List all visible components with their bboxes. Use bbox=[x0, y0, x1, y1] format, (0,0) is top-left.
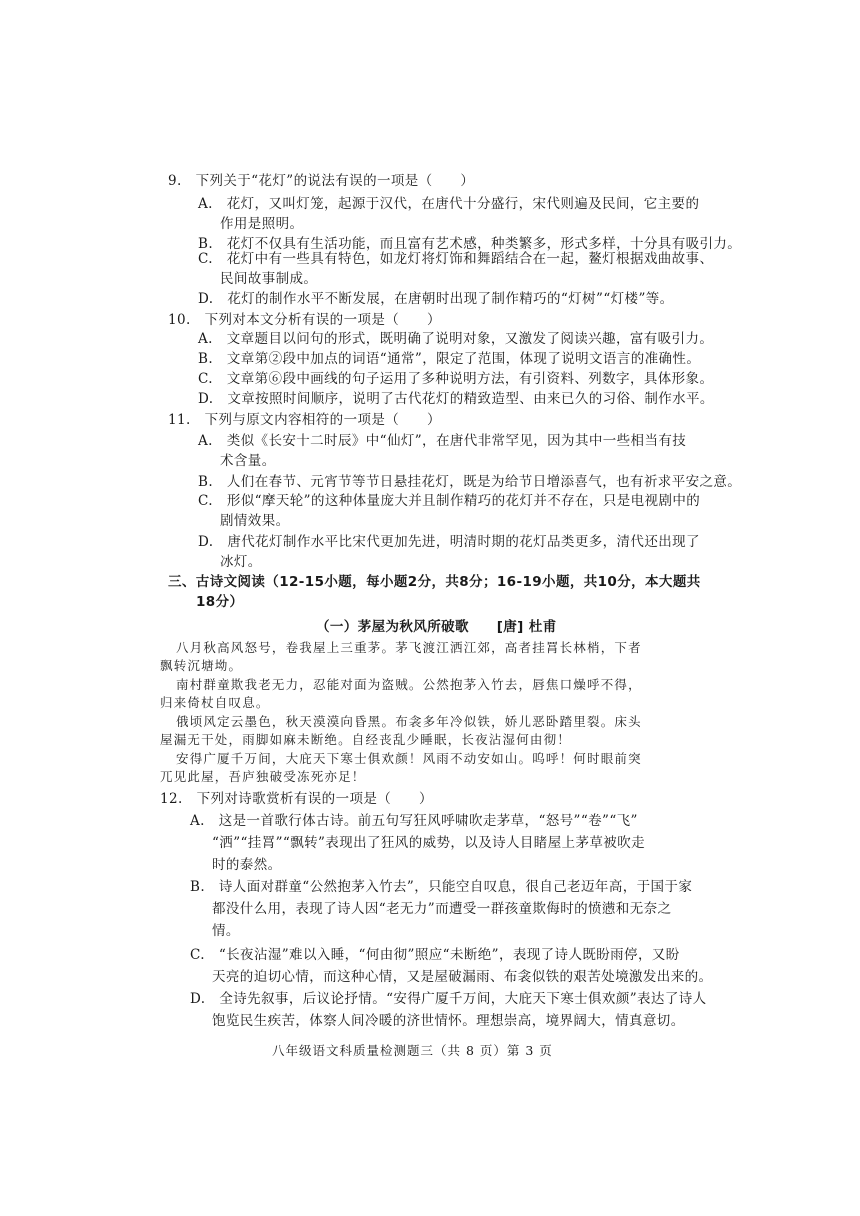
question-12-stem: 12. 下列对诗歌赏析有误的一项是（ ） bbox=[160, 791, 433, 807]
question-11-option-c: C. 形似“摩天轮”的这种体量庞大并且制作精巧的花灯并不存在，只是电视剧中的 bbox=[198, 493, 701, 509]
question-9-option-a-cont: 作用是照明。 bbox=[220, 216, 304, 232]
question-12-option-a: A. 这是一首歌行体古诗。前五句写狂风呼啸吹走茅草，“怒号”“卷”“飞” bbox=[190, 813, 638, 829]
poem-line: 飘转沉塘坳。 bbox=[160, 658, 243, 673]
question-9-option-c: C. 花灯中有一些具有特色，如龙灯将灯饰和舞蹈结合在一起，鳌灯根据戏曲故事、 bbox=[198, 251, 714, 267]
poem-line: 俄顷风定云墨色，秋天漠漠向昏黑。布衾多年冷似铁，娇儿恶卧踏里裂。床头 bbox=[176, 714, 642, 729]
poem-title: （一）茅屋为秋风所破歌 [唐] 杜甫 bbox=[316, 619, 557, 635]
question-10-stem: 10. 下列对本文分析有误的一项是（ ） bbox=[168, 312, 441, 328]
question-9-option-a: A. 花灯，又叫灯笼，起源于汉代，在唐代十分盛行，宋代则遍及民间，它主要的 bbox=[198, 196, 700, 212]
question-12-option-d: D. 全诗先叙事，后议论抒情。“安得广厦千万间，大庇天下寒士俱欢颜”表达了诗人 bbox=[190, 991, 707, 1007]
question-9-option-d: D. 花灯的制作水平不断发展，在唐朝时出现了制作精巧的“灯树”“灯楼”等。 bbox=[198, 291, 674, 307]
poem-line: 归来倚杖自叹息。 bbox=[160, 695, 270, 710]
poem-line: 安得广厦千万间，大庇天下寒士俱欢颜！风雨不动安如山。呜呼！何时眼前突 bbox=[176, 751, 642, 766]
page-footer: 八年级语文科质量检测题三（共 8 页）第 3 页 bbox=[272, 1043, 553, 1058]
question-9-stem: 9. 下列关于“花灯”的说法有误的一项是（ ） bbox=[168, 173, 475, 189]
question-10-option-c: C. 文章第⑥段中画线的句子运用了多种说明方法，有引资料、列数字，具体形象。 bbox=[198, 371, 714, 387]
question-12-option-a-cont: “洒”“挂罥”“飘转”表现出了狂风的威势，以及诗人目睹屋上茅草被吹走 bbox=[212, 835, 646, 851]
section-3-heading: 三、古诗文阅读（12-15小题，每小题2分，共8分；16-19小题，共10分，本大题共 bbox=[168, 574, 701, 590]
poem-line: 八月秋高风怒号，卷我屋上三重茅。茅飞渡江洒江郊，高者挂罥长林梢，下者 bbox=[176, 640, 642, 655]
question-12-option-b: B. 诗人面对群童“公然抱茅入竹去”，只能空自叹息，很自己老迈年高，于国于家 bbox=[190, 879, 693, 895]
question-11-option-b: B. 人们在春节、元宵节等节日悬挂花灯，既是为给节日增添喜气，也有祈求平安之意。 bbox=[198, 474, 742, 490]
question-10-option-d: D. 文章按照时间顺序，说明了古代花灯的精致造型、由来已久的习俗、制作水平。 bbox=[198, 391, 714, 407]
question-11-option-a-cont: 术含量。 bbox=[220, 453, 276, 469]
question-9-option-b: B. 花灯不仅具有生活功能，而且富有艺术感，种类繁多，形式多样，十分具有吸引力。 bbox=[198, 236, 742, 252]
question-12-option-c: C. “长夜沾湿”难以入睡，“何由彻”照应“未断绝”，表现了诗人既盼雨停，又盼 bbox=[190, 947, 680, 963]
question-9-option-c-cont: 民间故事制成。 bbox=[220, 271, 318, 287]
question-12-option-a-cont: 时的泰然。 bbox=[212, 857, 282, 873]
question-11-option-c-cont: 剧情效果。 bbox=[220, 513, 290, 529]
poem-line: 南村群童欺我老无力，忍能对面为盗贼。公然抱茅入竹去，唇焦口燥呼不得， bbox=[176, 677, 642, 692]
question-11-option-d: D. 唐代花灯制作水平比宋代更加先进，明清时期的花灯品类更多，清代还出现了 bbox=[198, 534, 700, 550]
poem-line: 兀见此屋，吾庐独破受冻死亦足！ bbox=[160, 769, 366, 784]
question-12-option-d-cont: 饱览民生疾苦，体察人间冷暖的济世情怀。理想崇高，境界阔大，情真意切。 bbox=[212, 1013, 685, 1029]
question-10-option-b: B. 文章第②段中加点的词语“通常”，限定了范围，体现了说明文语言的准确性。 bbox=[198, 351, 701, 367]
section-3-heading-cont: 18分） bbox=[196, 594, 244, 610]
question-11-option-d-cont: 冰灯。 bbox=[220, 554, 262, 570]
question-12-option-b-cont: 都没什么用，表现了诗人因“老无力”而遭受一群孩童欺侮时的愤懑和无奈之 bbox=[212, 901, 672, 917]
poem-line: 屋漏无干处，雨脚如麻未断绝。自经丧乱少睡眠，长夜沾湿何由彻！ bbox=[160, 732, 572, 747]
question-11-stem: 11. 下列与原文内容相符的一项是（ ） bbox=[168, 412, 441, 428]
question-11-option-a: A. 类似《长安十二时辰》中“仙灯”，在唐代非常罕见，因为其中一些相当有技 bbox=[198, 433, 687, 449]
question-12-option-c-cont: 天亮的迫切心情，而这种心情，又是屋破漏雨、布衾似铁的艰苦处境激发出来的。 bbox=[212, 969, 713, 985]
question-10-option-a: A. 文章题目以问句的形式，既明确了说明对象，又激发了阅读兴趣，富有吸引力。 bbox=[198, 331, 714, 347]
question-12-option-b-cont: 情。 bbox=[212, 923, 240, 939]
